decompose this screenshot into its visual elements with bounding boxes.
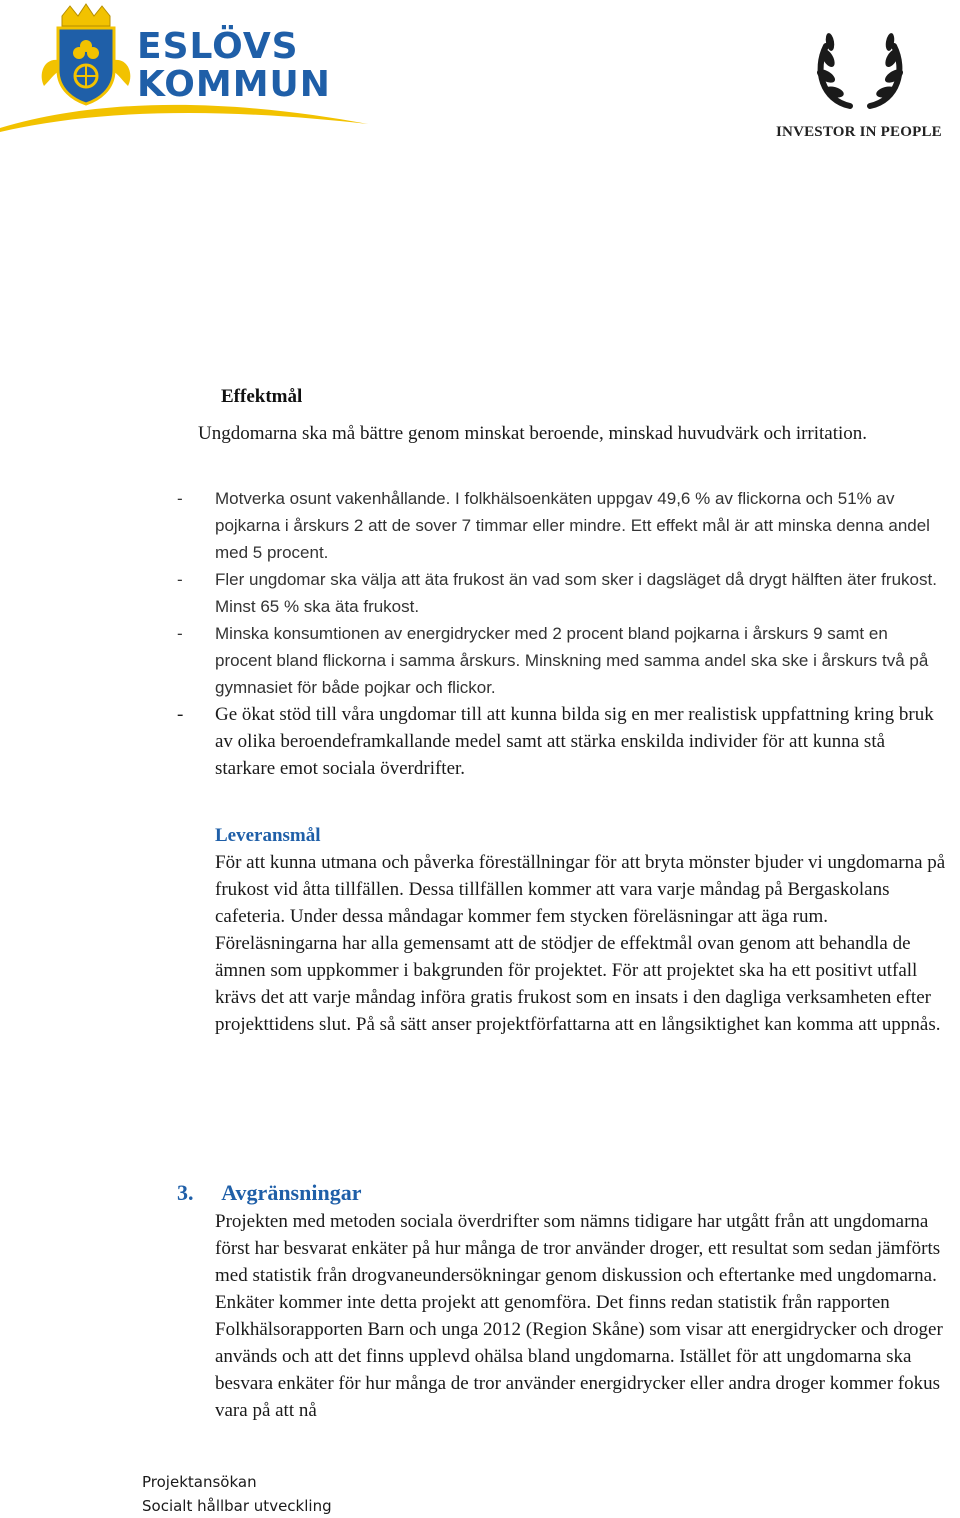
effektmal-heading: Effektmål [221,386,303,407]
effektmal-item-3: Minska konsumtionen av energidrycker med 2 procent bland pojkarna i årskurs 9 samt en procent bland flickorna i samma årskurs. Minskning med samma andel ska ske i årskurs två på gymnasiet för både pojkar och flickor. [215,624,929,697]
effektmal-item-1: Motverka osunt vakenhållande. I folkhälsoenkäten uppgav 49,6 % av flickorna och 51% av pojkarna i årskurs 2 att de sover 7 timmar eller mindre. Ett effekt mål är att minska denna andel med 5 procent. [215,489,930,562]
list-item [177,485,939,566]
brand-line-2: KOMMUN [137,64,331,105]
investor-in-people-label: INVESTOR IN PEOPLE [776,124,942,140]
brand-name [137,28,331,104]
leveransmal-body: För att kunna utmana och påverka föreställningar för att bryta mönster bjuder vi ungdomarna på frukost vid åtta tillfällen. Dessa tillfällen kommer att vara varje måndag på Bergaskolans cafeteria. Under dessa måndagar kommer fem stycken föreläsningar att äga rum. Föreläsningarna har alla gemensamt att de stödjer de effektmål ovan genom att behandla de ämnen som uppkommer i bakgrunden för projektet. För att projektet ska ha ett positivt utfall krävs det att varje måndag införa gratis frukost som en insats i den dagliga verksamheten efter projekttidens slut. På så sätt anser projektförfattarna att en långsiktighet kan komma att uppnås. [215,852,946,1035]
list-item [177,620,939,701]
dash-bullet: - [177,570,183,589]
leveransmal-heading: Leveransmål [215,825,321,846]
effektmal-item-2: Fler ungdomar ska välja att äta frukost än vad som sker i dagsläget då drygt hälften äter frukost. Minst 65 % ska äta frukost. [215,570,937,616]
section-number: 3. [177,1180,194,1205]
brand-line-1: ESLÖVS [137,26,299,67]
section-heading: Avgränsningar [221,1180,362,1205]
avgransningar-title-row [177,1179,947,1207]
list-item [177,566,939,620]
effektmal-intro [198,420,938,447]
avgransningar-body: Projekten med metoden sociala överdrifter som nämns tidigare har utgått från att ungdomarna först har besvarat enkäter på hur många de tror använder droger, ett resultat som sedan jämförts med statistik från drogvaneundersökningar genom diskussion och eftertanke med ungdomarna. Enkäter kommer inte detta projekt att genomföra. Det finns redan statistik från rapporten Folkhälsorapporten Barn och unga 2012 (Region Skåne) som visar att energidrycker och droger används och att det finns upplevd ohälsa bland ungdomarna. Istället för att ungdomarna ska besvara enkäter för hur många de tror använder energidrycker eller andra droger kommer fokus vara på att nå [215,1211,943,1421]
effektmal-list [177,485,939,782]
list-item [177,701,939,782]
effektmal-item-4: Ge ökat stöd till våra ungdomar till att kunna bilda sig en mer realistisk uppfattning kring bruk av olika beroendeframkallande medel samt att stärka enskilda individer för att kunna stå starkare emot sociala överdrifter. [215,704,934,779]
effektmal-intro-text: Ungdomarna ska må bättre genom minskat beroende, minskad huvudvärk och irritation. [198,423,868,444]
dash-bullet: - [177,624,183,643]
avgransningar-title [177,1179,947,1207]
dash-bullet: - [177,704,184,725]
footer-line-2: Socialt hållbar utveckling [142,1497,332,1515]
laurel-wreath-icon [770,18,950,118]
dash-bullet: - [177,489,183,508]
leveransmal-section [215,822,950,1038]
avgransningar-body-block [215,1208,950,1424]
effektmal-heading-block [221,383,941,410]
footer-line-1: Projektansökan [142,1473,257,1491]
page-footer [142,1470,332,1518]
